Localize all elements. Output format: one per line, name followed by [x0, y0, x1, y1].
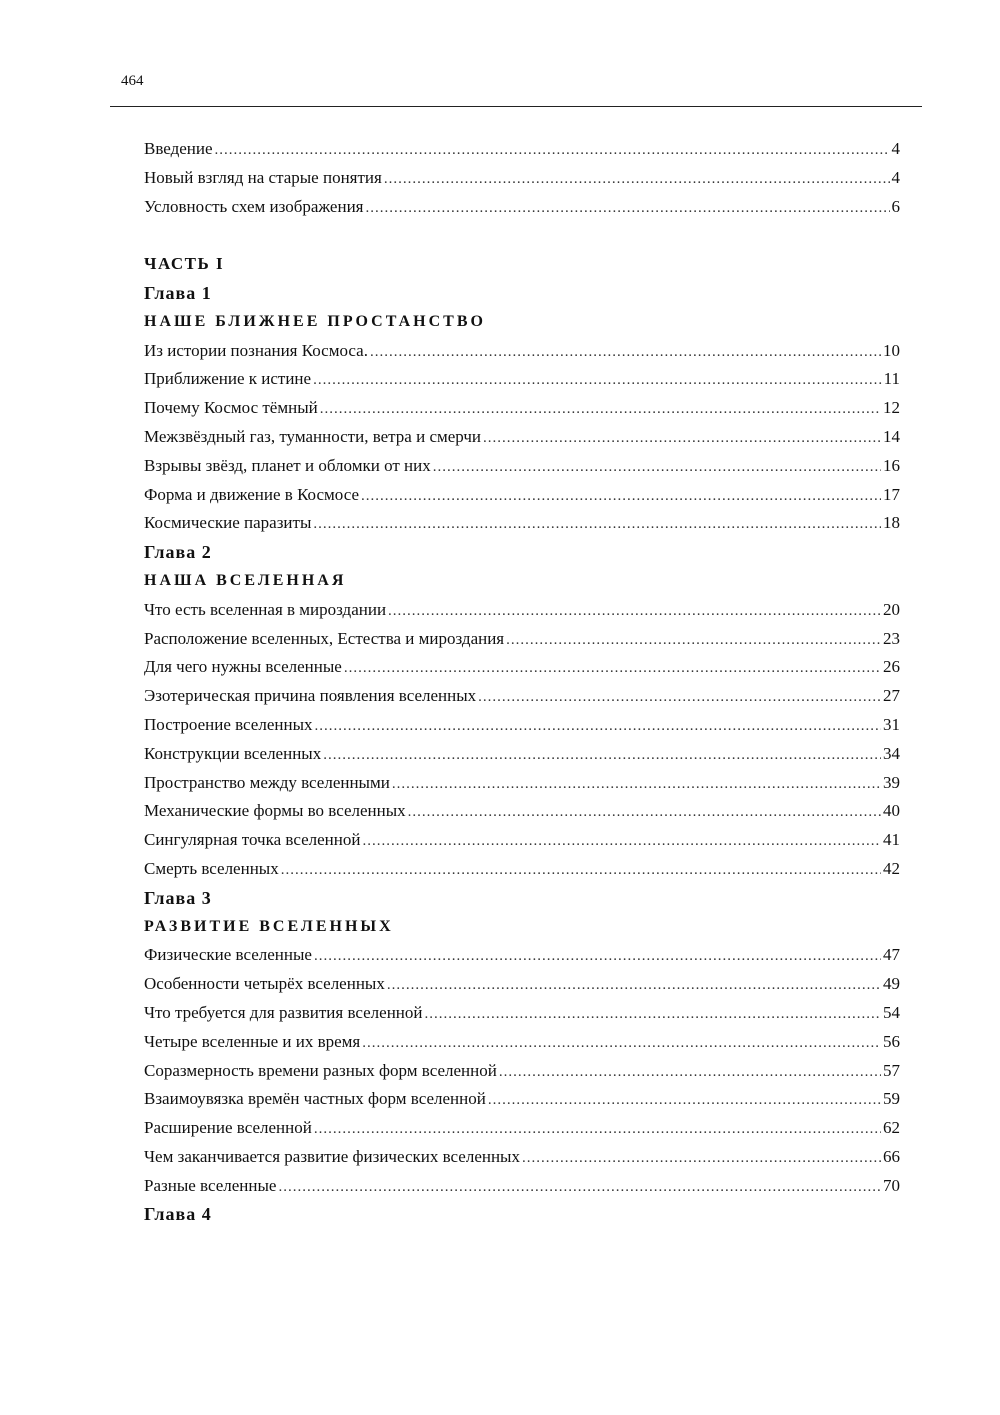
toc-entry[interactable]: [144, 481, 900, 510]
chapter-2-label: Глава 2: [144, 542, 212, 563]
toc-entry[interactable]: [144, 365, 900, 394]
toc-entry-page: 11: [883, 369, 900, 389]
toc-entry-new-view[interactable]: [144, 164, 900, 193]
dot-leader: [488, 1086, 881, 1115]
dot-leader: [499, 1058, 881, 1087]
dot-leader: [215, 136, 890, 165]
toc-entry[interactable]: [144, 970, 900, 999]
dot-leader: [313, 510, 881, 539]
toc-entry-title: Межзвёздный газ, туманности, ветра и смерчи: [144, 426, 482, 446]
toc-entry-title: Физические вселенные: [144, 945, 312, 965]
toc-entry[interactable]: [144, 1143, 900, 1172]
toc-entry-page: 66: [883, 1146, 900, 1166]
spacer: [144, 221, 900, 250]
toc-entry-page: 57: [883, 1060, 900, 1080]
toc-entry-title: Расширение вселенной: [144, 1118, 312, 1138]
chapter-1-title: НАШЕ БЛИЖНЕЕ ПРОСТАНСТВО: [144, 312, 486, 330]
toc-entry[interactable]: [144, 596, 900, 625]
toc-entry-title: Взрывы звёзд, планет и обломки от них: [144, 455, 431, 475]
toc-entry[interactable]: [144, 1085, 900, 1114]
table-of-contents: [144, 135, 900, 1229]
toc-entry-page: 56: [883, 1031, 900, 1051]
toc-entry[interactable]: [144, 941, 900, 970]
page-number: 464: [121, 73, 144, 89]
toc-entry-schemes[interactable]: [144, 193, 900, 222]
dot-leader: [361, 482, 881, 511]
toc-entry-title: Что есть вселенная в мироздании: [144, 599, 387, 619]
dot-leader: [366, 194, 890, 223]
toc-entry[interactable]: [144, 452, 900, 481]
dot-leader: [506, 626, 881, 655]
dot-leader: [315, 712, 882, 741]
toc-entry-title: Космические паразиты: [144, 513, 312, 533]
part-heading: ЧАСТЬ I: [144, 254, 225, 274]
dot-leader: [433, 453, 881, 482]
toc-entry-title: Смерть вселенных: [144, 858, 279, 878]
toc-entry-title: Приближение к истине: [144, 369, 312, 389]
toc-entry-page: 10: [883, 340, 900, 360]
toc-entry[interactable]: [144, 509, 900, 538]
toc-entry[interactable]: [144, 625, 900, 654]
toc-entry-title: Условность схем изображения: [144, 196, 364, 216]
toc-entry-page: 27: [883, 686, 900, 706]
dot-leader: [370, 338, 881, 367]
toc-entry-page: 70: [883, 1175, 900, 1195]
toc-entry[interactable]: [144, 999, 900, 1028]
toc-entry-page: 49: [883, 974, 900, 994]
header-rule: [110, 106, 922, 107]
toc-entry-page: 42: [883, 858, 900, 878]
toc-entry-title: Четыре вселенные и их время: [144, 1031, 361, 1051]
dot-leader: [362, 827, 881, 856]
dot-leader: [384, 165, 890, 194]
toc-entry-page: 34: [883, 743, 900, 763]
dot-leader: [323, 741, 881, 770]
toc-entry-page: 12: [883, 398, 900, 418]
toc-entry-page: 47: [883, 945, 900, 965]
toc-entry-title: Из истории познания Космоса.: [144, 340, 368, 360]
dot-leader: [392, 770, 881, 799]
toc-entry[interactable]: [144, 1114, 900, 1143]
toc-entry-page: 62: [883, 1118, 900, 1138]
dot-leader: [320, 395, 881, 424]
toc-entry[interactable]: [144, 826, 900, 855]
toc-entry-page: 4: [891, 167, 900, 187]
toc-entry-page: 6: [891, 196, 900, 216]
toc-entry[interactable]: [144, 769, 900, 798]
toc-entry-title: Расположение вселенных, Естества и мироздания: [144, 628, 505, 648]
toc-entry-title: Эзотерическая причина появления вселенных: [144, 686, 477, 706]
dot-leader: [344, 654, 881, 683]
toc-entry[interactable]: [144, 1172, 900, 1201]
toc-entry-page: 20: [883, 599, 900, 619]
toc-entry-page: 54: [883, 1002, 900, 1022]
chapter-4-label: Глава 4: [144, 1204, 212, 1225]
toc-entry-page: 31: [883, 714, 900, 734]
toc-entry[interactable]: [144, 682, 900, 711]
chapter-3-label: Глава 3: [144, 887, 212, 908]
toc-entry-title: Пространство между вселенными: [144, 772, 390, 792]
toc-entry-title: Соразмерность времени разных форм вселенной: [144, 1060, 497, 1080]
toc-entry-title: Чем заканчивается развитие физических вселенных: [144, 1146, 520, 1166]
toc-entry-page: 23: [883, 628, 900, 648]
dot-leader: [408, 798, 881, 827]
toc-entry[interactable]: [144, 1057, 900, 1086]
toc-entry[interactable]: [144, 855, 900, 884]
dot-leader: [522, 1144, 881, 1173]
toc-entry-title: Механические формы во вселенных: [144, 801, 406, 821]
toc-entry-introduction[interactable]: [144, 135, 900, 164]
toc-entry-title: Взаимоувязка времён частных форм вселенной: [144, 1089, 486, 1109]
dot-leader: [314, 1115, 881, 1144]
toc-entry-title: Введение: [144, 139, 213, 158]
dot-leader: [278, 1173, 881, 1202]
toc-entry-page: 59: [883, 1089, 900, 1109]
toc-entry[interactable]: [144, 740, 900, 769]
dot-leader: [313, 366, 882, 395]
toc-entry-page: 16: [883, 455, 900, 475]
dot-leader: [387, 971, 881, 1000]
toc-entry-title: Новый взгляд на старые понятия: [144, 167, 382, 187]
toc-entry-title: Особенности четырёх вселенных: [144, 974, 385, 994]
dot-leader: [362, 1029, 881, 1058]
toc-entry-page: 17: [883, 484, 900, 504]
toc-entry-page: 40: [883, 801, 900, 821]
dot-leader: [483, 424, 881, 453]
toc-entry-title: Почему Космос тёмный: [144, 398, 318, 418]
toc-entry-title: Разные вселенные: [144, 1175, 277, 1195]
dot-leader: [425, 1000, 882, 1029]
toc-entry-title: Сингулярная точка вселенной: [144, 830, 361, 850]
dot-leader: [478, 683, 881, 712]
toc-entry[interactable]: [144, 711, 900, 740]
toc-entry-page: 4: [891, 139, 900, 158]
toc-entry[interactable]: [144, 653, 900, 682]
toc-entry-page: 26: [883, 657, 900, 677]
dot-leader: [281, 856, 881, 885]
toc-entry-title: Форма и движение в Космосе: [144, 484, 360, 504]
toc-entry-title: Конструкции вселенных: [144, 743, 322, 763]
toc-entry-page: 18: [883, 513, 900, 533]
toc-entry[interactable]: [144, 394, 900, 423]
toc-entry[interactable]: [144, 337, 900, 366]
dot-leader: [314, 942, 881, 971]
toc-entry[interactable]: [144, 423, 900, 452]
toc-entry[interactable]: [144, 1028, 900, 1057]
toc-entry-title: Построение вселенных: [144, 714, 313, 734]
toc-entry-title: Что требуется для развития вселенной: [144, 1002, 423, 1022]
chapter-1-label: Глава 1: [144, 282, 212, 303]
toc-entry-page: 14: [883, 426, 900, 446]
toc-entry-page: 41: [883, 830, 900, 850]
dot-leader: [388, 597, 881, 626]
chapter-2-title: НАША ВСЕЛЕННАЯ: [144, 571, 347, 589]
toc-entry[interactable]: [144, 797, 900, 826]
chapter-3-title: РАЗВИТИЕ ВСЕЛЕННЫХ: [144, 917, 394, 935]
toc-entry-title: Для чего нужны вселенные: [144, 657, 342, 677]
toc-entry-page: 39: [883, 772, 900, 792]
